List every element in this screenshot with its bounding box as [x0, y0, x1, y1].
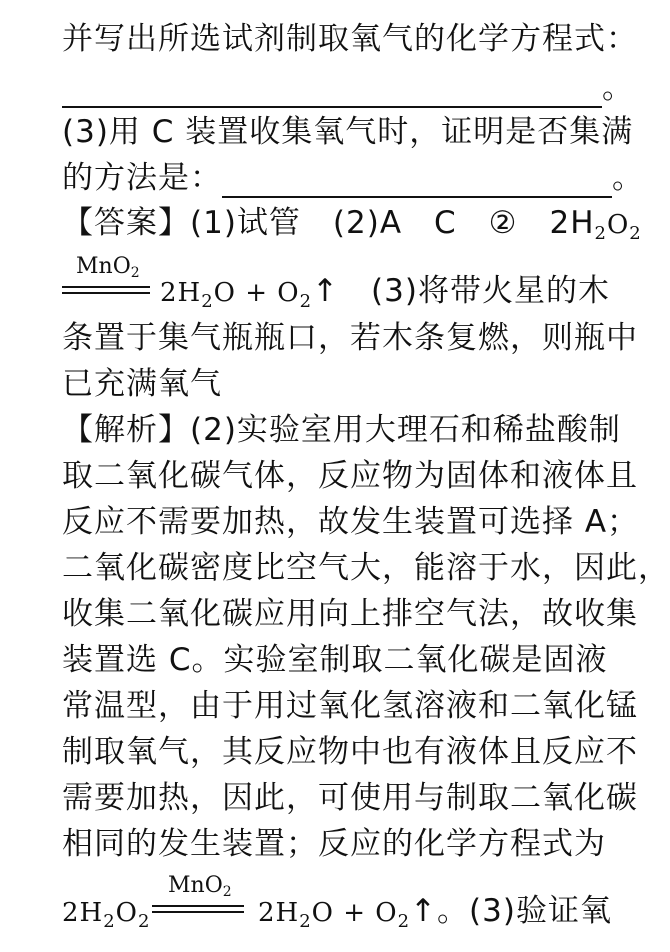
analysis-text: 装置选 C。实验室制取二氧化碳是固液	[62, 642, 608, 678]
subscript: 2	[130, 265, 140, 281]
question-text: 并写出所选试剂制取氧气的化学方程式：	[62, 21, 638, 57]
answer-text: 已充满氧气	[62, 366, 222, 402]
equation-line-2	[62, 891, 150, 942]
text-line-13	[62, 594, 638, 634]
subscript: 2	[201, 291, 214, 312]
analysis-text: 需要加热，因此，可使用与制取二氧化碳	[62, 780, 638, 816]
subscript: 2	[138, 911, 151, 932]
equation-bar-top	[62, 286, 150, 288]
analysis-text: 【解析】(2)实验室用大理石和稀盐酸制	[62, 412, 621, 448]
answer-text: 条置于集气瓶瓶口，若木条复燃，则瓶中	[62, 320, 638, 356]
subscript: 2	[222, 884, 232, 900]
answer-line	[62, 203, 642, 254]
equation-bar-top	[152, 905, 244, 907]
text-line-18	[62, 824, 606, 864]
subscript: 2	[103, 911, 116, 932]
catalyst-label: MnO	[76, 254, 131, 279]
analysis-text: 收集二氧化碳应用向上排空气法，故收集	[62, 596, 638, 632]
subscript: 2	[299, 291, 313, 312]
formula-part: O + O	[311, 898, 398, 928]
text-line-4	[62, 158, 644, 198]
subscript: 2	[299, 911, 312, 932]
text-line-3	[62, 112, 633, 152]
method-label: 的方法是：	[62, 160, 222, 196]
analysis-text: 相同的发生装置；反应的化学方程式为	[62, 826, 606, 862]
reaction-condition-2	[168, 874, 232, 904]
text-line-7	[62, 318, 638, 358]
text-line-1	[62, 19, 638, 59]
subscript: 2	[397, 911, 411, 932]
text-line-8	[62, 364, 222, 404]
analysis-text: 制取氧气，其反应物中也有液体且反应不	[62, 734, 638, 770]
text-line-9	[62, 410, 621, 450]
formula-part: O	[115, 898, 138, 928]
analysis-text: 常温型，由于用过氧化氢溶液和二氧化锰	[62, 688, 638, 724]
period: 。	[602, 70, 634, 106]
analysis-text: 二氧化碳密度比空气大，能溶于水，因此，	[62, 550, 670, 586]
text-line-12	[62, 548, 670, 588]
period: 。	[612, 160, 644, 196]
formula-part: O + O	[213, 278, 300, 308]
equation-bar-bottom	[62, 292, 150, 294]
subscript: 2	[594, 223, 607, 244]
subscript: 2	[629, 223, 642, 244]
text-line-15	[62, 686, 638, 726]
question-3-text: (3)用 C 装置收集氧气时，证明是否集满	[62, 114, 634, 150]
text-line-14	[62, 640, 608, 680]
text-line-17	[62, 778, 638, 818]
answer-blank-2	[222, 168, 612, 198]
reaction-condition-1	[76, 255, 140, 285]
equation-line-1	[160, 271, 610, 322]
text-line-10	[62, 456, 638, 496]
equation-bar-bottom	[152, 911, 244, 913]
formula-part: 2H	[62, 898, 104, 928]
formula-part: 2H	[160, 278, 202, 308]
analysis-text: ↑。(3)验证氧	[410, 893, 612, 929]
analysis-text: 取二氧化碳气体，反应物为固体和液体且	[62, 458, 638, 494]
answer-blank-1	[62, 78, 602, 108]
analysis-text: 反应不需要加热，故发生装置可选择 A；	[62, 504, 640, 540]
answer-text: ↑ (3)将带火星的木	[312, 273, 610, 309]
equation-line-2-right	[258, 891, 612, 942]
text-line-2	[62, 68, 634, 108]
text-line-16	[62, 732, 638, 772]
formula-part: O	[606, 210, 630, 240]
answer-text: 【答案】(1)试管 (2)A C ② 2H	[62, 205, 595, 241]
text-line-11	[62, 502, 639, 542]
catalyst-label: MnO	[168, 873, 223, 898]
formula-part: 2H	[258, 898, 300, 928]
